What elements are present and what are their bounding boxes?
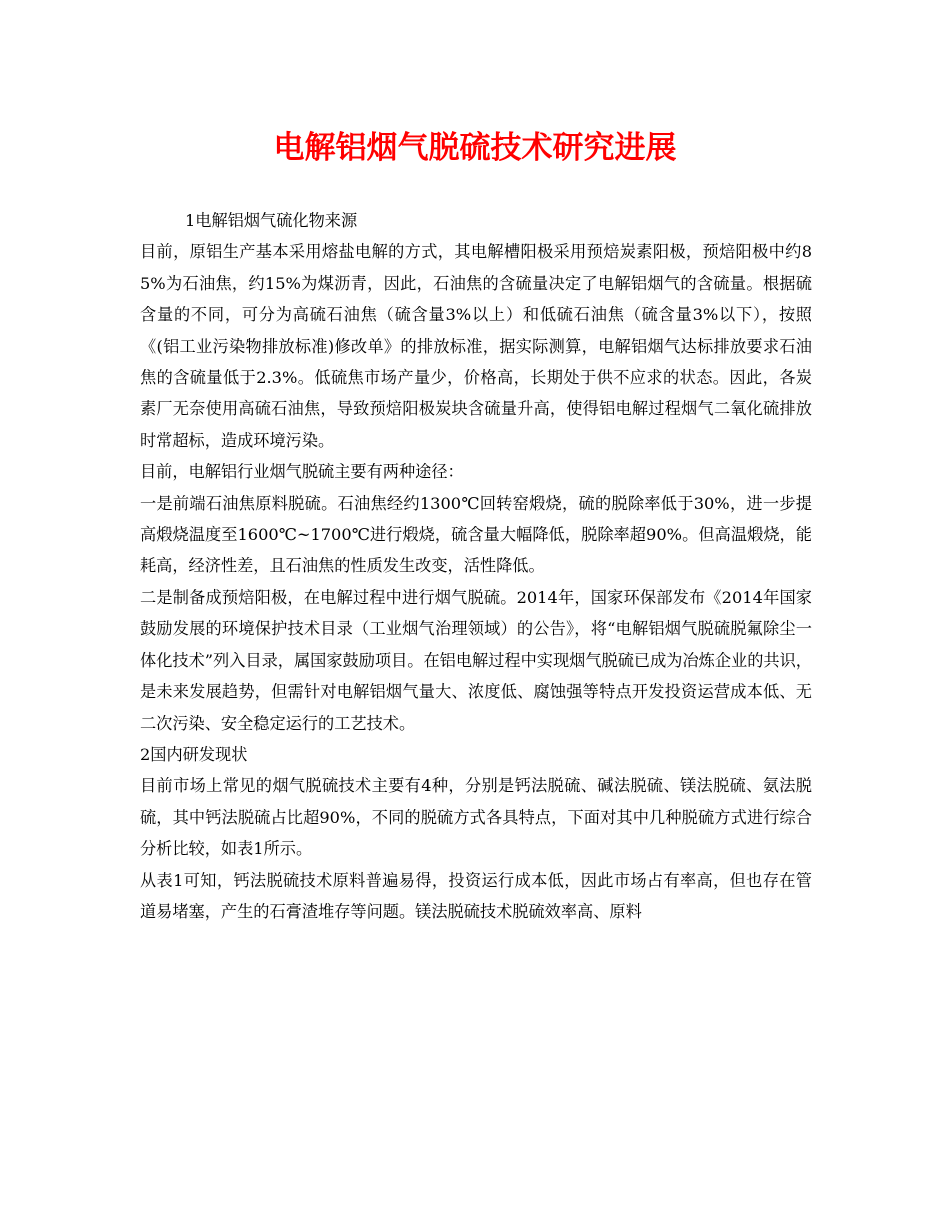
document-title: 电解铝烟气脱硫技术研究进展 — [273, 130, 677, 166]
body-paragraph: 目前，原铝生产基本采用熔盐电解的方式，其电解槽阳极采用预焙炭素阳极，预焙阳极中约85%为石油焦，约15%为煤沥青，因此，石油焦的含硫量决定了电解铝烟气的含硫量。根据硫含量的不同，可分为高硫石油焦（硫含量3%以上）和低硫石油焦（硫含量3%以下），按照《(铝工业污染物排放标准)修改单》的排放标准，据实际测算，电解铝烟气达标排放要求石油焦的含硫量低于2.3%。低硫焦市场产量少，价格高，长期处于供不应求的状态。因此，各炭素厂无奈使用高硫石油焦，导致预焙阳极炭块含硫量升高，使得铝电解过程烟气二氧化硫排放时常超标，造成环境污染。 — [140, 242, 812, 450]
section-heading-2: 2国内研发现状 — [140, 744, 248, 764]
body-paragraph: 一是前端石油焦原料脱硫。石油焦经约1300℃回转窑煅烧，硫的脱除率低于30%，进一步提高煅烧温度至1600℃~1700℃进行煅烧，硫含量大幅降低，脱除率超90%。但高温煅烧，能耗高，经济性差，且石油焦的性质发生改变，活性降低。 — [140, 493, 812, 576]
section-heading-1: 1电解铝烟气硫化物来源 — [185, 211, 358, 230]
body-paragraph: 目前市场上常见的烟气脱硫技术主要有4种，分别是钙法脱硫、碱法脱硫、镁法脱硫、氨法脱硫，其中钙法脱硫占比超90%，不同的脱硫方式各具特点，下面对其中几种脱硫方式进行综合分析比较，如表1所示。 — [140, 776, 812, 859]
body-paragraph: 二是制备成预焙阳极，在电解过程中进行烟气脱硫。2014年，国家环保部发布《2014年国家鼓励发展的环境保护技术目录（工业烟气治理领域）的公告》，将“电解铝烟气脱硫脱氟除尘一体化技术”列入目录，属国家鼓励项目。在铝电解过程中实现烟气脱硫已成为冶炼企业的共识，是未来发展趋势，但需针对电解铝烟气量大、浓度低、腐蚀强等特点开发投资运营成本低、无二次污染、安全稳定运行的工艺技术。 — [140, 587, 812, 733]
body-paragraph: 目前，电解铝行业烟气脱硫主要有两种途径： — [140, 462, 464, 482]
body-paragraph: 从表1可知，钙法脱硫技术原料普遍易得，投资运行成本低，因此市场占有率高，但也存在管道易堵塞，产生的石膏渣堆存等问题。镁法脱硫技术脱硫效率高、原料 — [140, 870, 812, 921]
document-body — [140, 205, 812, 927]
